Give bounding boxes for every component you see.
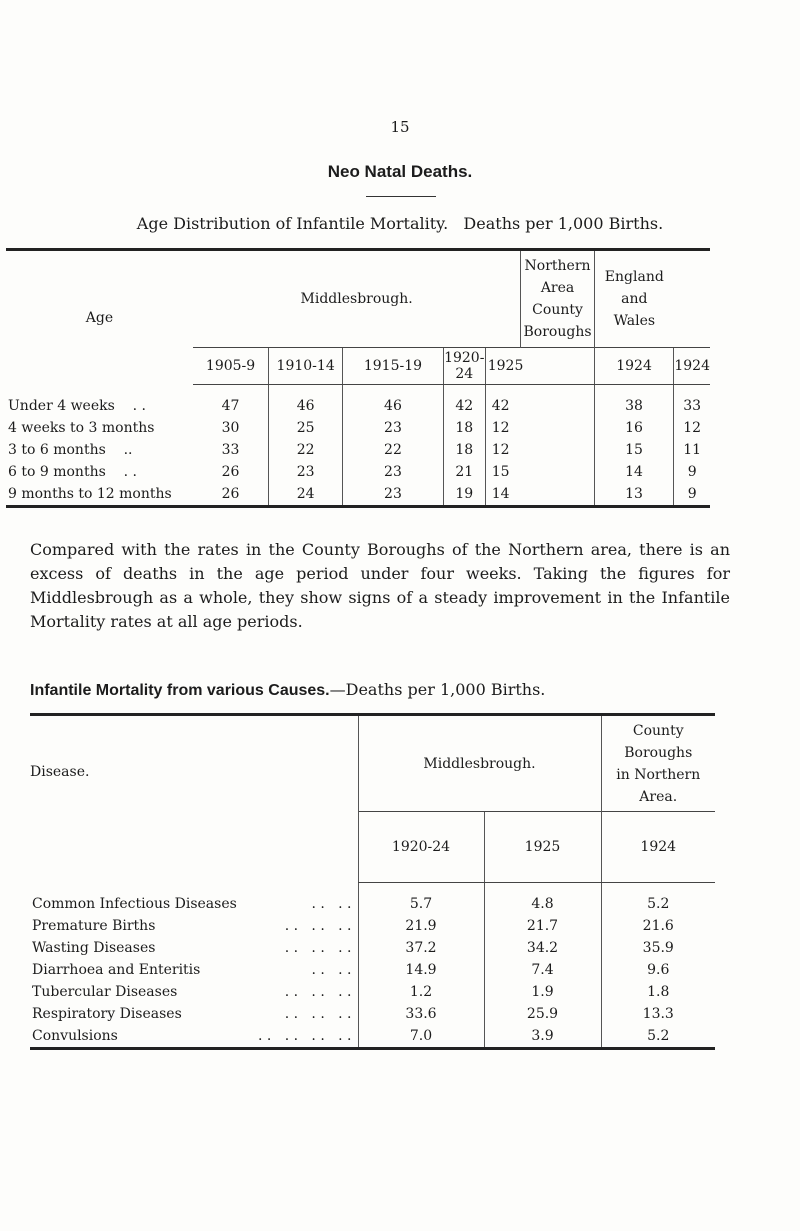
table-cell: 23 bbox=[343, 417, 444, 439]
table-cell: 23 bbox=[343, 461, 444, 483]
section-title-causes: Infantile Mortality from various Causes.—Deaths per 1,000 Births. bbox=[30, 680, 546, 699]
header-middlesbrough: Middlesbrough. bbox=[300, 291, 413, 307]
table-cell: 12 bbox=[674, 417, 710, 439]
table-cell: 33 bbox=[221, 442, 240, 458]
header-disease: Disease. bbox=[30, 763, 90, 780]
header-county-boroughs: County Boroughs in Northern Area. bbox=[601, 715, 715, 812]
table-cell: 21 bbox=[443, 461, 485, 483]
header-northern-area: Northern Area County Boroughs bbox=[521, 250, 594, 348]
row-label: 3 to 6 months .. bbox=[8, 442, 133, 458]
year-header: 1905-9 bbox=[193, 348, 269, 385]
table-cell: 1.8 bbox=[601, 981, 715, 1003]
table-cell: 14 bbox=[594, 461, 674, 483]
divider bbox=[366, 196, 436, 197]
table-cell: 1.2 bbox=[358, 981, 484, 1003]
year-header: 1925 bbox=[485, 348, 594, 385]
table-cell: 33 bbox=[674, 385, 710, 418]
table-cell: 46 bbox=[343, 385, 444, 418]
year-header: 1915-19 bbox=[343, 348, 444, 385]
table-cell: 33.6 bbox=[358, 1003, 484, 1025]
table-cell: 3.9 bbox=[484, 1025, 601, 1049]
table-cell: 12 bbox=[485, 417, 594, 439]
section-title: Neo Natal Deaths. bbox=[327, 162, 473, 181]
table-row bbox=[30, 937, 715, 959]
row-label: Respiratory Diseases . . . . . . bbox=[32, 1006, 352, 1022]
year-header: 1924 bbox=[674, 348, 710, 385]
table-caption: Age Distribution of Infantile Mortality. Deaths per 1,000 Births. bbox=[136, 214, 664, 233]
table-cell: 26 bbox=[221, 464, 240, 480]
table-row bbox=[30, 1025, 715, 1049]
table-row bbox=[30, 1003, 715, 1025]
table-cell: 23 bbox=[343, 483, 444, 507]
row-label: 4 weeks to 3 months bbox=[8, 420, 155, 436]
row-label: Diarrhoea and Enteritis . . . . bbox=[32, 962, 352, 978]
table-cell: 1.9 bbox=[484, 981, 601, 1003]
table-cell: 18 bbox=[443, 439, 485, 461]
table-cell: 18 bbox=[443, 417, 485, 439]
table-row bbox=[30, 883, 715, 916]
year-header: 1920-24 bbox=[358, 812, 484, 883]
table-cell: 12 bbox=[485, 439, 594, 461]
table-cell: 42 bbox=[443, 385, 485, 418]
page-number: 15 bbox=[390, 118, 410, 136]
table-cell: 4.8 bbox=[484, 883, 601, 916]
table-cell: 22 bbox=[343, 439, 444, 461]
table-cell: 37.2 bbox=[358, 937, 484, 959]
table-cell: 5.2 bbox=[601, 1025, 715, 1049]
table-cell: 38 bbox=[594, 385, 674, 418]
row-label: Tubercular Diseases . . . . . . bbox=[32, 984, 352, 1000]
table-row bbox=[6, 461, 710, 483]
row-label: 9 months to 12 months bbox=[8, 486, 172, 502]
table-cell: 9.6 bbox=[601, 959, 715, 981]
table-cell: 11 bbox=[674, 439, 710, 461]
table-row bbox=[30, 981, 715, 1003]
table-cell: 35.9 bbox=[601, 937, 715, 959]
table-cell: 22 bbox=[269, 439, 343, 461]
table-cell: 7.4 bbox=[484, 959, 601, 981]
table-cell: 14.9 bbox=[358, 959, 484, 981]
table-cell: 23 bbox=[269, 461, 343, 483]
year-header: 1925 bbox=[484, 812, 601, 883]
table-cell: 21.7 bbox=[484, 915, 601, 937]
table-cell: 14 bbox=[485, 483, 594, 507]
year-header: 1924 bbox=[601, 812, 715, 883]
row-label: Premature Births . . . . . . bbox=[32, 918, 352, 934]
table-cell: 19 bbox=[443, 483, 485, 507]
table-cell: 42 bbox=[485, 385, 594, 418]
table-cell: 25 bbox=[269, 417, 343, 439]
row-label: Under 4 weeks . . bbox=[8, 397, 146, 414]
table-cell: 24 bbox=[269, 483, 343, 507]
table-cell: 16 bbox=[594, 417, 674, 439]
table-cell: 21.9 bbox=[358, 915, 484, 937]
header-england-wales: England and Wales bbox=[594, 250, 674, 348]
table-cell: 13.3 bbox=[601, 1003, 715, 1025]
table-cell: 5.2 bbox=[601, 883, 715, 916]
row-label: Common Infectious Diseases . . . . bbox=[32, 895, 352, 912]
table-row bbox=[6, 385, 710, 418]
table-row bbox=[6, 483, 710, 507]
table-cell: 47 bbox=[221, 398, 240, 414]
table-row bbox=[6, 417, 710, 439]
table-cell: 15 bbox=[485, 461, 594, 483]
header-age: Age bbox=[85, 309, 114, 326]
table-cell: 13 bbox=[594, 483, 674, 507]
row-label: Wasting Diseases . . . . . . bbox=[32, 940, 352, 956]
table-cell: 30 bbox=[221, 420, 240, 436]
table-row bbox=[6, 439, 710, 461]
table-row bbox=[30, 915, 715, 937]
table-cell: 46 bbox=[269, 385, 343, 418]
commentary-paragraph: Compared with the rates in the County Boroughs of the Northern area, there is an excess of deaths in the age period under four weeks. Taking the figures for Middlesbrough as a whole, they show signs of a steady improvement in the Infantile Mortality rates at all age periods. bbox=[30, 540, 730, 631]
table-cell: 26 bbox=[221, 486, 240, 502]
row-label: Convulsions . . . . . . . . bbox=[32, 1028, 352, 1044]
table-cell: 5.7 bbox=[358, 883, 484, 916]
table-cell: 21.6 bbox=[601, 915, 715, 937]
table-cell: 34.2 bbox=[484, 937, 601, 959]
mortality-causes-table bbox=[30, 713, 715, 1050]
header-middlesbrough: Middlesbrough. bbox=[358, 715, 601, 812]
row-label: 6 to 9 months . . bbox=[8, 464, 137, 480]
table-cell: 15 bbox=[594, 439, 674, 461]
table-cell: 25.9 bbox=[484, 1003, 601, 1025]
table-cell: 9 bbox=[674, 483, 710, 507]
table-cell: 9 bbox=[674, 461, 710, 483]
table-cell: 7.0 bbox=[358, 1025, 484, 1049]
table-row bbox=[30, 959, 715, 981]
age-distribution-table bbox=[6, 248, 710, 508]
year-header: 1910-14 bbox=[269, 348, 343, 385]
year-header: 1924 bbox=[594, 348, 674, 385]
year-header: 1920-24 bbox=[443, 348, 485, 385]
